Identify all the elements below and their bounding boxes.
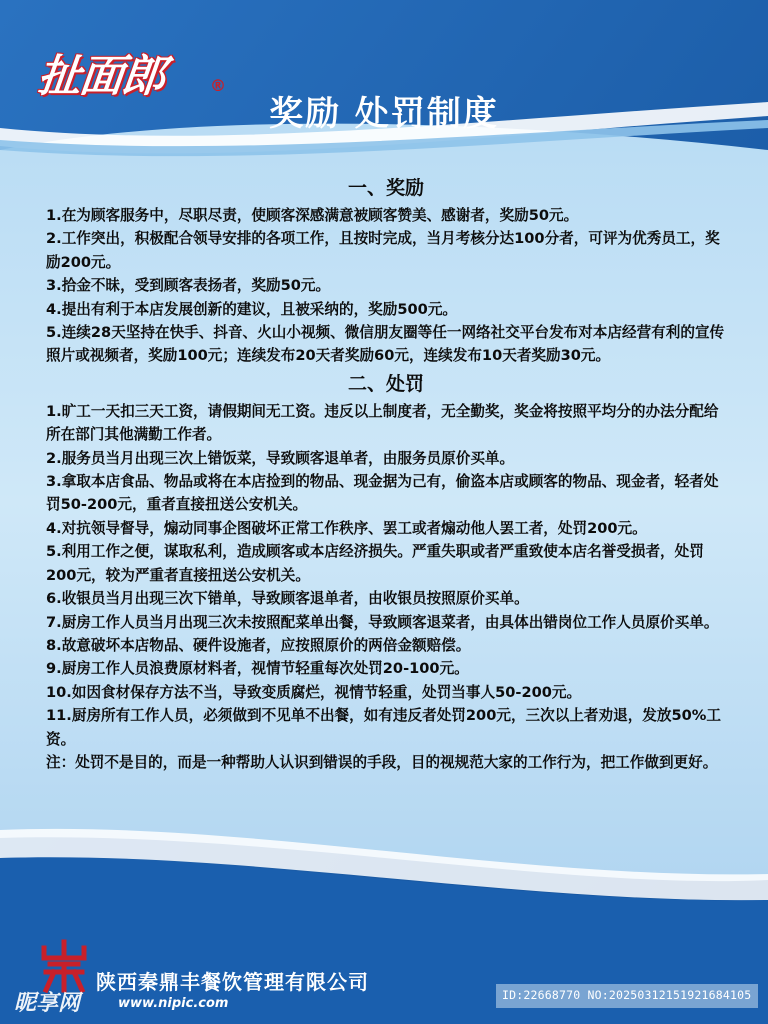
penalty-item: 8.故意破坏本店物品、硬件设施者，应按照原价的两倍金额赔偿。	[46, 636, 471, 654]
image-id-text: ID:22668770 NO:20250312151921684105	[502, 988, 752, 1002]
penalty-item: 10.如因食材保存方法不当，导致变质腐烂，视情节轻重，处罚当事人50-200元。	[46, 683, 582, 701]
registered-mark-icon: ®	[210, 76, 226, 95]
reward-item: 5.连续28天坚持在快手、抖音、火山小视频、微信朋友圈等任一网络社交平台发布对本店经营有利的宣传照片或视频者，奖励100元；连续发布20天者奖励60元，连续发布10天者奖励30元。	[46, 324, 725, 365]
company-name: 陕西秦鼎丰餐饮管理有限公司	[96, 970, 369, 994]
penalty-item: 7.厨房工作人员当月出现三次未按照配菜单出餐，导致顾客退菜者，由具体出错岗位工作人员原价买单。	[46, 613, 719, 631]
penalty-section-heading: 二、处罚	[347, 372, 424, 395]
penalty-item: 5.利用工作之便，谋取私利，造成顾客或本店经济损失。严重失职或者严重致使本店名誉受损者，处罚200元，较为严重者直接扭送公安机关。	[46, 543, 704, 584]
penalty-item: 1.旷工一天扣三天工资，请假期间无工资。违反以上制度者，无全勤奖，奖金将按照平均分的办法分配给所在部门其他满勤工作者。	[46, 402, 719, 444]
penalty-item: 6.收银员当月出现三次下错单，导致顾客退单者，由收银员按照原价买单。	[46, 590, 529, 608]
reward-item: 1.在为顾客服务中，尽职尽责，使顾客深感满意被顾客赞美、感谢者，奖励50元。	[46, 207, 579, 224]
reward-section-heading: 一、奖励	[347, 177, 424, 199]
penalty-item: 4.对抗领导督导，煽动同事企图破坏正常工作秩序、罢工或者煽动他人罢工者，处罚200元。	[46, 519, 647, 537]
watermark-text: 昵享网	[14, 990, 81, 1016]
penalty-note: 注：处罚不是目的，而是一种帮助人认识到错误的手段，目的视规范大家的工作行为，把工作做到更好。	[46, 753, 718, 771]
reward-item: 4.提出有利于本店发展创新的建议，且被采纳的，奖励500元。	[46, 300, 458, 318]
penalty-item: 3.拿取本店食品、物品或将在本店捡到的物品、现金据为己有，偷盗本店或顾客的物品、现金者，轻者处罚50-200元，重者直接扭送公安机关。	[46, 473, 719, 514]
penalty-item: 9.厨房工作人员浪费原材料者，视情节轻重每次处罚20-100元。	[46, 660, 469, 678]
penalty-item: 11.厨房所有工作人员，必须做到不见单不出餐，如有违反者处罚200元，三次以上者劝退，发放50%工资。	[46, 707, 722, 748]
reward-item: 3.拾金不昧，受到顾客表扬者，奖励50元。	[46, 277, 331, 295]
reward-item: 2.工作突出，积极配合领导安排的各项工作，且按时完成，当月考核分达100分者，可评为优秀员工，奖励200元。	[46, 230, 720, 271]
page-title: 奖励 处罚制度	[269, 94, 499, 134]
brand-logo-text: 扯面郎	[34, 51, 167, 102]
watermark-url: www.nipic.com	[118, 996, 229, 1011]
penalty-item: 2.服务员当月出现三次上错饭菜，导致顾客退单者，由服务员原价买单。	[46, 449, 515, 467]
rules-content	[46, 174, 726, 774]
